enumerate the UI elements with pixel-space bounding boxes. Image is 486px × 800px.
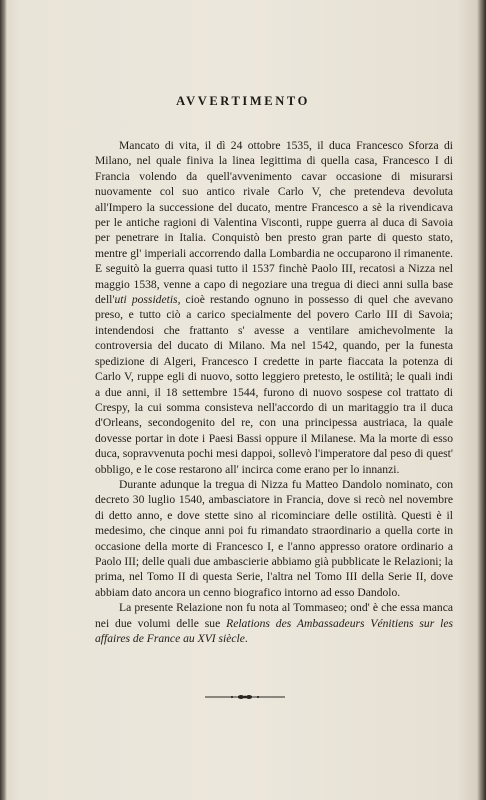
text-run: .: [244, 632, 248, 645]
paragraph-3: [95, 600, 453, 646]
page-heading: AVVERTIMENTO: [176, 94, 310, 108]
ornament-icon: [203, 692, 287, 702]
body-text: [95, 138, 453, 646]
paragraph-2: [95, 477, 453, 600]
page-edge-left: [0, 0, 7, 800]
text-run: , cioè restando ognuno in possesso di quel che avevano preso, e tutto ciò a carico specialmente del povero Carlo III di Savoia; intendendosi che frattanto s' avesse a ventilare amichevolmente la controversia del ducato di Milano. Ma nel 1542, quando, per la funesta spedizione di Algeri, Francesco I credette in parte fiaccata la potenza di Carlo V, ruppe egli di nuovo, sotto leggiero pretesto, le ostilità; le quali indi a due anni, il 18 settembre 1544, furono di nuovo sospese col trattato di Crespy, la cui somma consisteva nell'accordo di un maritaggio tra il duca d'Orleans, secondogenito del re, con una principessa austriaca, la quale dovesse portar in dote i Paesi Bassi oppure il Milanese. Ma la morte di esso duca, sopravvenuta pochi mesi dappoi, sollevò l'imperatore dal peso di quest' obbligo, e le cose restarono all' incirca come erano per lo innanzi.: [95, 293, 453, 476]
paragraph-1: [95, 138, 453, 477]
text-run: La presente Relazione non fu nota al Tommaseo; ond' è che essa manca nei due volumi delle sue: [95, 601, 453, 630]
text-run: Mancato di vita, il dì 24 ottobre 1535, il duca Francesco Sforza di Milano, nel quale finiva la linea legittima di quella casa, Francesco I di Francia volendo da quell'avvenimento cavar occasione di misurarsi nuovamente col suo antico rivale Carlo V, che pretendeva devoluta all'Impero la successione del ducato, mentre Francesco a sè la rivendicava per le antiche ragioni di Valentina Visconti, ruppe guerra al duca di Savoia per penetrare in Italia. Conquistò ben presto gran parte di questo stato, mentre gl' imperiali accorrendo dalla Lombardia ne occuparono il rimanente. E seguitò la guerra quasi tutto il 1537 finchè Paolo III, recatosi a Nizza nel maggio 1538, venne a capo di negoziare una tregua di dieci anni sulla base dell': [95, 139, 453, 307]
italic-text: Relations des Ambassadeurs Vénitiens sur les affaires de France au XVI siècle: [95, 616, 453, 645]
italic-text: uti possidetis: [114, 293, 178, 307]
page-edge-right: [477, 0, 486, 800]
text-run: Durante adunque la tregua di Nizza fu Matteo Dandolo nominato, con decreto 30 luglio 1540, ambasciatore in Francia, dove si recò nel novembre di detto anno, e dove stette sino al ricominciare delle ostilità. Questi è il medesimo, che cinque anni poi fu rimandato straordinario a quella corte in occasione della morte di Francesco I, e l'anno appresso oratore ordinario a Paolo III; delle quali due ambascierie abbiamo già pubblicate le Relazioni; la prima, nel Tomo II di questa Serie, l'altra nel Tomo III della Serie II, dove abbiam dato ancora un cenno biografico intorno ad esso Dandolo.: [95, 477, 453, 599]
